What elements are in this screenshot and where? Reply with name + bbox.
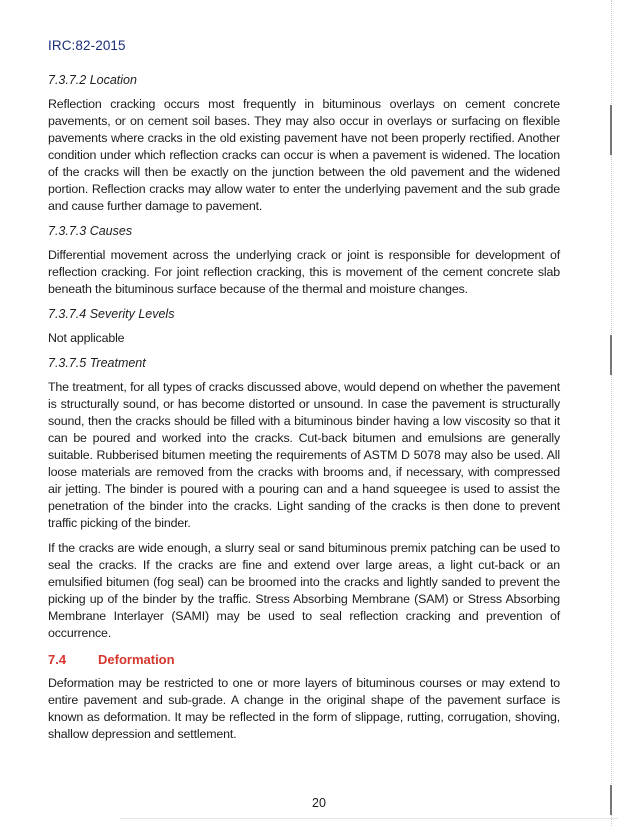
heading-severity-levels: 7.3.7.4 Severity Levels bbox=[48, 307, 175, 321]
paragraph-deformation: Deformation may be restricted to one or more layers of bituminous courses or may extend to entire pavement and sub-grade. A change in the original shape of the pavement surface is known as deformation. It may be reflected in the form of slippage, rutting, corrugation, shoving, shallow depression and settlement. bbox=[48, 676, 560, 741]
document-code: IRC:82-2015 bbox=[48, 38, 126, 53]
section-title: Deformation bbox=[98, 652, 175, 667]
scan-mark bbox=[610, 335, 612, 375]
heading-location: 7.3.7.2 Location bbox=[48, 73, 137, 87]
scan-mark bbox=[610, 785, 612, 815]
paragraph-severity-levels: Not applicable bbox=[48, 331, 125, 345]
paragraph-causes: Differential movement across the underlying crack or joint is responsible for development of reflection cracking. For joint reflection cracking, this is movement of the cement concrete slab beneath the bituminous surface because of the thermal and moisture changes. bbox=[48, 248, 560, 296]
scan-bottom-line bbox=[120, 818, 618, 819]
heading-treatment: 7.3.7.5 Treatment bbox=[48, 356, 146, 370]
heading-deformation bbox=[48, 652, 560, 668]
page-content bbox=[48, 72, 560, 751]
paragraph-location: Reflection cracking occurs most frequently in bituminous overlays on cement concrete pavements, or on cement soil bases. They may also occur in overlays or surfacing on flexible pavements where cracks in the old existing pavement have not been properly rectified. Another condition under which reflection cracks can occur is when a pavement is widened. The location of the cracks will then be exactly on the junction between the old pavement and the widened portion. Reflection cracks may allow water to enter the underlying pavement and the sub grade and cause further damage to pavement. bbox=[48, 97, 560, 213]
heading-causes: 7.3.7.3 Causes bbox=[48, 224, 133, 238]
paragraph-treatment-2: If the cracks are wide enough, a slurry seal or sand bituminous premix patching can be used to seal the cracks. If the cracks are fine and extend over large areas, a light cut-back or an emulsified bitumen (fog seal) can be broomed into the cracks and lightly sanded to prevent the picking up of the binder by the traffic. Stress Absorbing Membrane (SAM) or Stress Absorbing Membrane Interlayer (SAMI) may be used to seal reflection cracking and prevention of occurrence. bbox=[48, 541, 560, 640]
paragraph-treatment-1: The treatment, for all types of cracks discussed above, would depend on whether the pavement is structurally sound, or has become distorted or unsound. In case the pavement is structurally sound, then the cracks should be filled with a bituminous binder having a low viscosity so that it can be poured and worked into the cracks. Cut-back bitumen and emulsions are generally suitable. Rubberised bitumen meeting the requirements of ASTM D 5078 may also be used. All loose materials are removed from the cracks with brooms and, if necessary, with compressed air jetting. The binder is poured with a pouring can and a hand squeegee is used to assist the penetration of the binder into the cracks. Light sanding of the cracks is then done to prevent traffic picking of the binder. bbox=[48, 380, 560, 530]
scan-mark bbox=[610, 105, 612, 155]
section-number: 7.4 bbox=[48, 652, 67, 667]
page-number: 20 bbox=[312, 796, 326, 810]
